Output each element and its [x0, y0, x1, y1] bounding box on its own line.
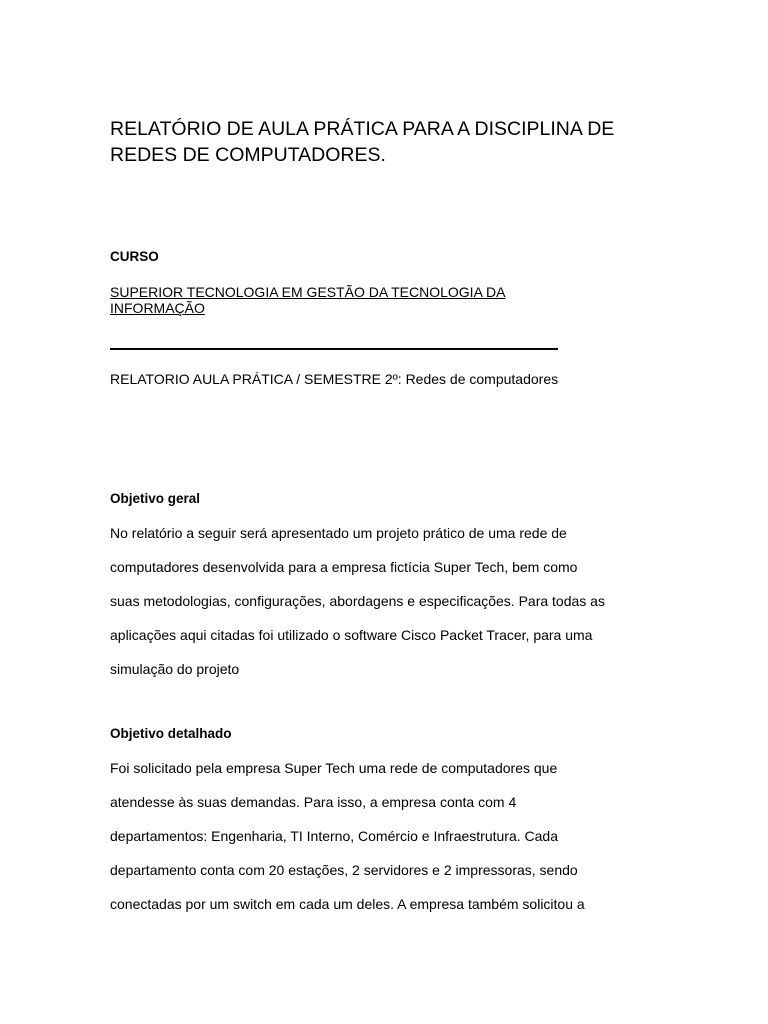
title-line-2: REDES DE COMPUTADORES. [110, 144, 386, 166]
title-line-1: RELATÓRIO DE AULA PRÁTICA PARA A DISCIPLINA DE [110, 118, 615, 140]
paragraph-line: No relatório a seguir será apresentado um projeto prático de uma rede de [110, 525, 567, 541]
paragraph-line: computadores desenvolvida para a empresa fictícia Super Tech, bem como [110, 559, 578, 575]
paragraph-line: simulação do projeto [110, 661, 240, 677]
paragraph-line: suas metodologias, configurações, abordagens e especificações. Para todas as [110, 593, 605, 609]
paragraph-line: aplicações aqui citadas foi utilizado o software Cisco Packet Tracer, para uma [110, 627, 593, 643]
course-name-line-2: INFORMAÇÃO [110, 300, 205, 316]
paragraph-line: departamentos: Engenharia, TI Interno, Comércio e Infraestrutura. Cada [110, 828, 558, 844]
course-name [110, 284, 580, 316]
document-title [110, 116, 670, 168]
paragraph-line: atendesse às suas demandas. Para isso, a empresa conta com 4 [110, 794, 517, 810]
general-objective-heading: Objetivo geral [110, 491, 201, 506]
report-subtitle: RELATORIO AULA PRÁTICA / SEMESTRE 2º: Redes de computadores [110, 371, 559, 387]
general-objective-paragraph [110, 516, 670, 686]
horizontal-rule [110, 348, 558, 350]
detailed-objective-heading: Objetivo detalhado [110, 726, 232, 741]
detailed-objective-paragraph [110, 751, 670, 921]
paragraph-line: conectadas por um switch em cada um deles. A empresa também solicitou a [110, 896, 585, 912]
course-name-line-1: SUPERIOR TECNOLOGIA EM GESTÃO DA TECNOLOGIA DA [110, 284, 506, 300]
paragraph-line: Foi solicitado pela empresa Super Tech uma rede de computadores que [110, 760, 558, 776]
paragraph-line: departamento conta com 20 estações, 2 servidores e 2 impressoras, sendo [110, 862, 578, 878]
course-label: CURSO [110, 249, 159, 264]
